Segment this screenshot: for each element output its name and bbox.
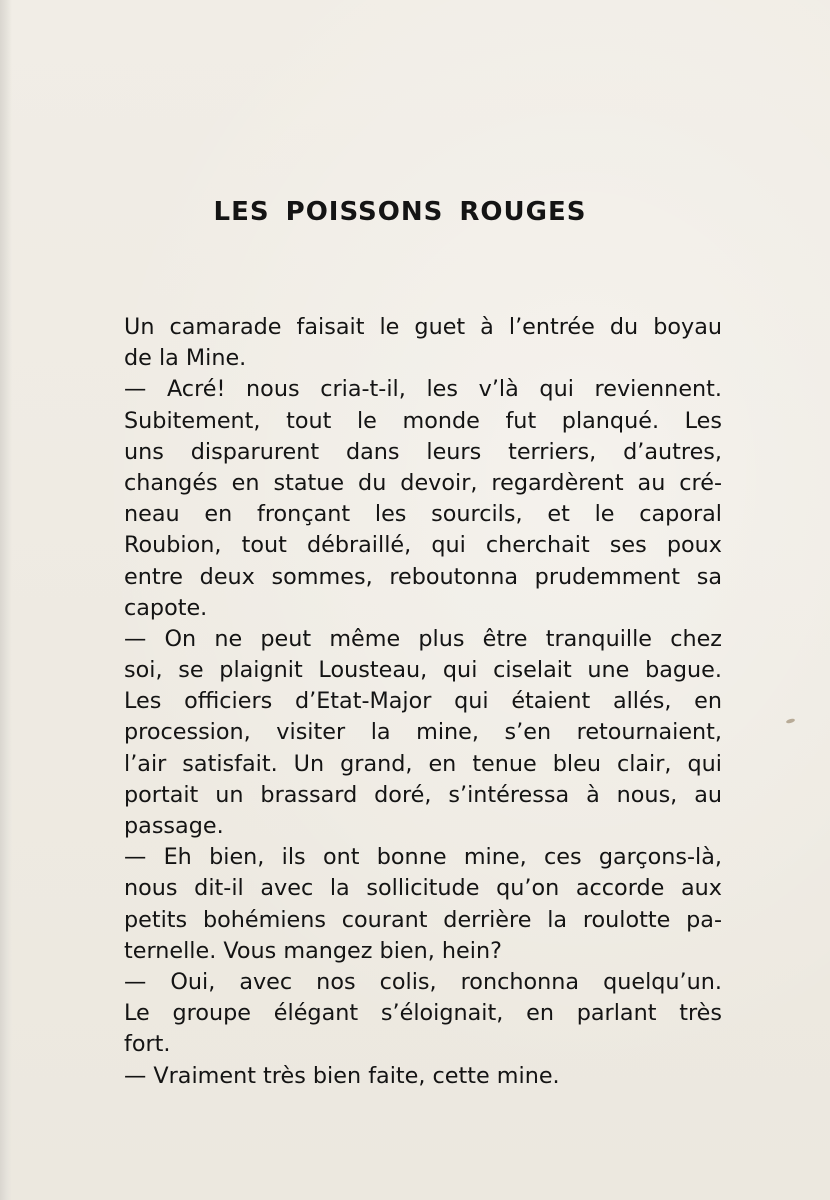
text-line: — Acré! nous cria-t-il, les v’là qui reviennent. [124,376,722,403]
text-line: — Vraiment très bien faite, cette mine. [124,1062,560,1089]
chapter-title: LES POISSONS ROUGES [213,197,587,227]
text-line: Subitement, tout le monde fut planqué. Les [124,407,722,434]
text-line: passage. [124,813,224,839]
text-line: Un camarade faisait le guet à l’entrée du boyau [124,314,722,340]
text-line: uns disparurent dans leurs terriers, d’autres, [124,438,722,465]
text-line: fort. [124,1031,171,1058]
text-line: entre deux sommes, reboutonna prudemment sa [124,563,722,590]
text-line: procession, visiter la mine, s’en retournaient, [124,719,722,746]
text-line: neau en fronçant les sourcils, et le caporal [124,501,722,528]
page-gutter-shadow [0,0,12,1200]
text-line: ternelle. Vous mangez bien, hein? [124,937,502,964]
text-line: — Eh bien, ils ont bonne mine, ces garçons-là, [124,844,722,871]
text-line: de la Mine. [124,345,247,372]
text-line: Le groupe élégant s’éloignait, en parlant très [124,1000,722,1027]
text-line: Roubion, tout débraillé, qui cherchait ses poux [124,532,722,559]
text-line: — Oui, avec nos colis, ronchonna quelqu’un. [124,968,722,995]
text-line: portait un brassard doré, s’intéressa à nous, au [124,781,722,808]
text-line: l’air satisfait. Un grand, en tenue bleu clair, qui [124,750,722,777]
text-line: — On ne peut même plus être tranquille chez [124,625,722,652]
text-line: Les officiers d’Etat-Major qui étaient allés, en [124,688,722,715]
body-text [124,312,722,1092]
paper-speck [786,718,796,724]
text-line: nous dit-il avec la sollicitude qu’on accorde aux [124,875,722,902]
text-line: soi, se plaignit Lousteau, qui ciselait une bague. [124,657,722,684]
text-line: changés en statue du devoir, regardèrent au cré- [124,469,722,496]
text-line: petits bohémiens courant derrière la roulotte pa- [124,906,722,933]
text-line: capote. [124,594,208,621]
